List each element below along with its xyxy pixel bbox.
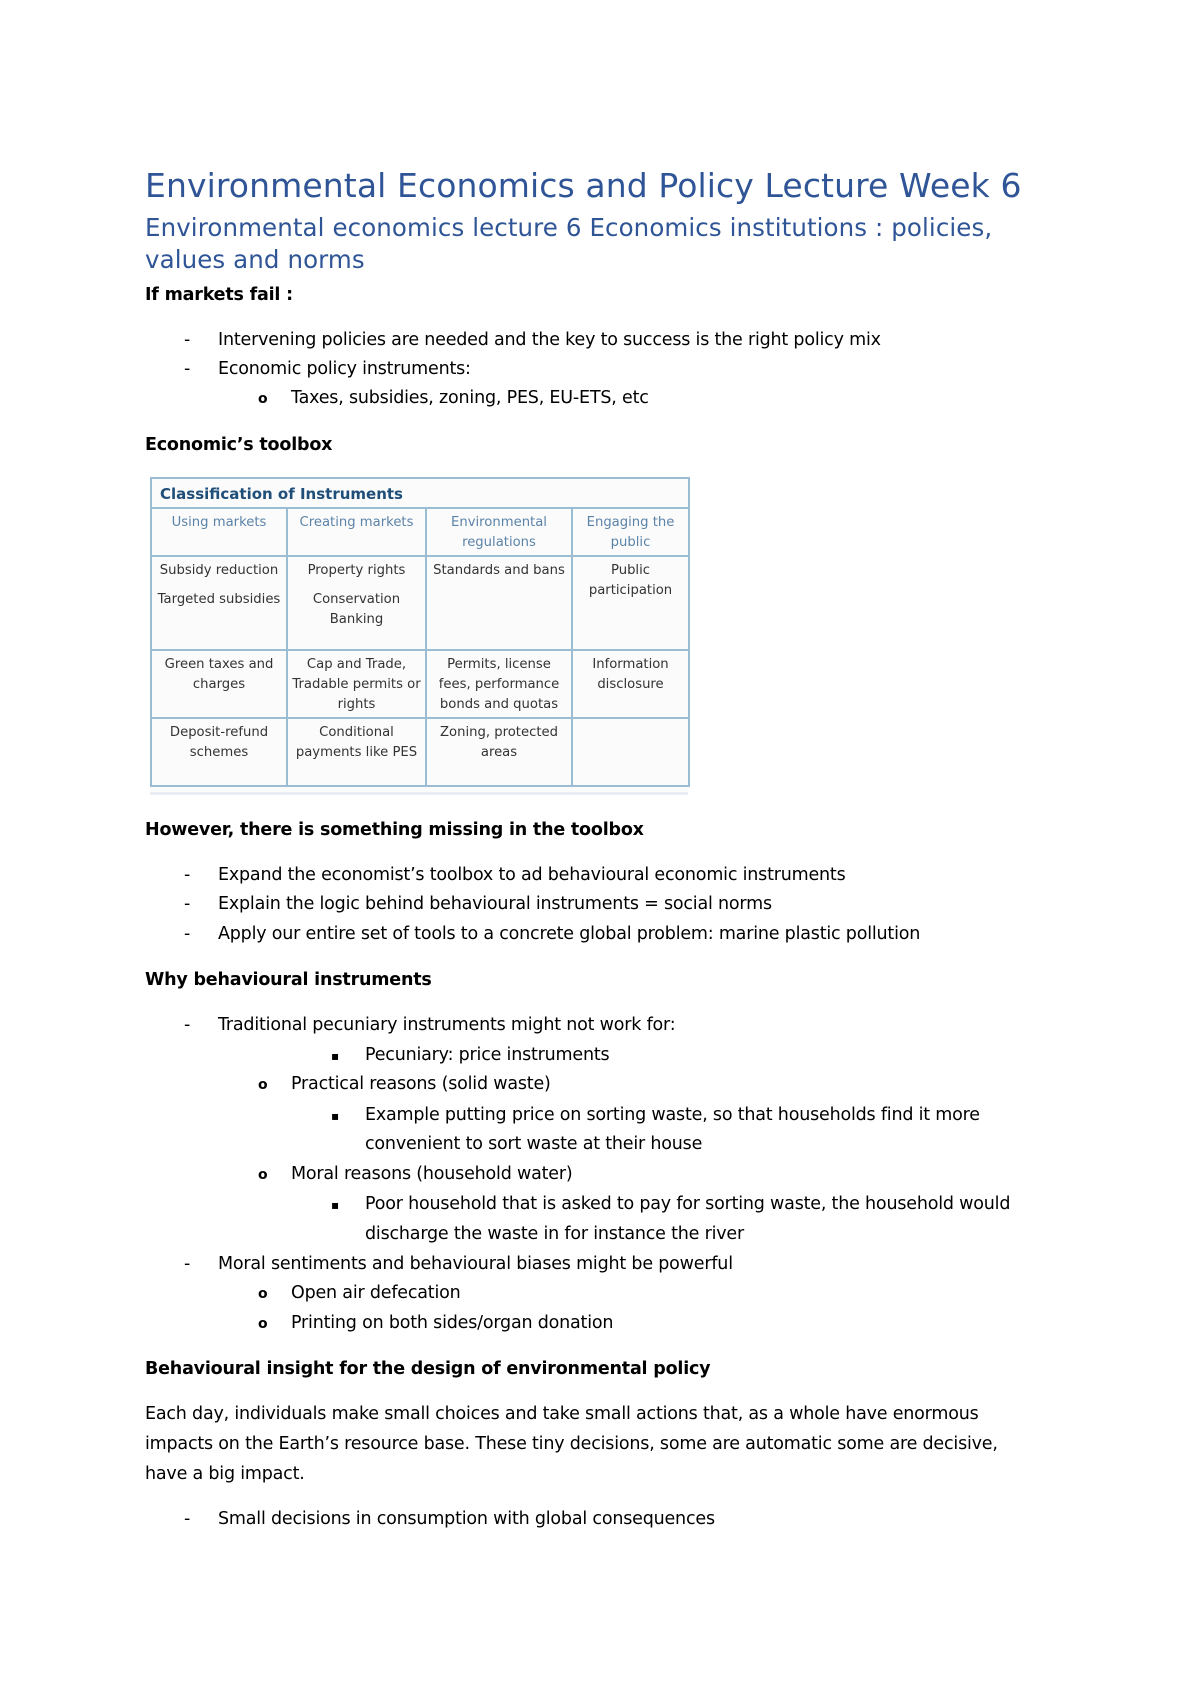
table-cell [287,718,426,786]
bullet-dash-marker: - [184,924,191,944]
table-cell [151,718,287,786]
table-cell [426,556,572,650]
table-cell [287,650,426,718]
table-cell [151,650,287,718]
bullet-circle-marker: o [258,1316,268,1332]
list-item: Moral sentiments and behavioural biases might be powerful [218,1254,733,1274]
table-cell [287,556,426,650]
list-item: Apply our entire set of tools to a concrete global problem: marine plastic pollution [218,924,921,944]
cell-text: Permits, license fees, performance bonds and quotas [438,657,560,712]
cell-text: Deposit-refund schemes [169,725,269,760]
list-item: Practical reasons (solid waste) [291,1074,551,1094]
list-item: Poor household that is asked to pay for sorting waste, the household would [365,1194,1011,1214]
bullet-circle-marker: o [258,391,268,407]
bullet-circle-marker: o [258,1286,268,1302]
table-cell [426,718,572,786]
page-subtitle-line-1: Environmental economics lecture 6 Economics institutions : policies, [145,213,993,242]
heading-behavioural-insight: Behavioural insight for the design of environmental policy [145,1359,711,1379]
table-header-cell: Using markets [151,508,287,556]
list-item: Example putting price on sorting waste, so that households find it more [365,1105,980,1125]
table-title: Classification of Instruments [151,478,689,508]
cell-text: Property rights [307,563,406,578]
bullet-dash-marker: - [184,1254,191,1274]
paragraph-line: impacts on the Earth’s resource base. These tiny decisions, some are automatic some are decisive, [145,1434,998,1454]
table-bottom-edge [150,792,688,795]
bullet-square-marker: ▪ [331,1109,340,1123]
list-item-continuation: convenient to sort waste at their house [365,1134,703,1154]
cell-text: Information disclosure [592,657,669,692]
bullet-dash-marker: - [184,330,191,350]
heading-why-behavioural-instruments: Why behavioural instruments [145,970,432,990]
list-item: Small decisions in consumption with global consequences [218,1509,715,1529]
list-item-continuation: discharge the waste in for instance the river [365,1224,744,1244]
cell-text: Conditional payments like PES [295,725,418,760]
bullet-dash-marker: - [184,865,191,885]
list-item: Pecuniary: price instruments [365,1045,610,1065]
heading-missing-in-toolbox: However, there is something missing in the toolbox [145,820,644,840]
paragraph-line: Each day, individuals make small choices and take small actions that, as a whole have enormous [145,1404,979,1424]
table-header-cell: Environmental regulations [426,508,572,556]
bullet-dash-marker: - [184,1509,191,1529]
table-cell [572,718,689,786]
cell-text: Public participation [588,563,673,598]
bullet-dash-marker: - [184,894,191,914]
bullet-square-marker: ▪ [331,1198,340,1212]
cell-text: Conservation Banking [312,592,401,627]
table-header-cell: Creating markets [287,508,426,556]
page-title: Environmental Economics and Policy Lecture Week 6 [145,166,1022,205]
cell-text: Targeted subsidies [157,592,281,607]
paragraph-line: have a big impact. [145,1464,305,1484]
heading-economics-toolbox: Economic’s toolbox [145,435,333,455]
table-header-cell: Engaging the public [572,508,689,556]
bullet-circle-marker: o [258,1077,268,1093]
table-cell [151,556,287,650]
list-item: Economic policy instruments: [218,359,471,379]
bullet-dash-marker: - [184,359,191,379]
list-item: Traditional pecuniary instruments might not work for: [218,1015,676,1035]
cell-text: Zoning, protected areas [440,725,558,760]
cell-text: Green taxes and charges [164,657,274,692]
list-item: Intervening policies are needed and the key to success is the right policy mix [218,330,881,350]
classification-of-instruments-table [150,477,688,792]
bullet-dash-marker: - [184,1015,191,1035]
bullet-square-marker: ▪ [331,1049,340,1063]
cell-text: Cap and Trade, Tradable permits or rights [292,657,421,712]
table-cell [426,650,572,718]
cell-text: Standards and bans [433,563,565,578]
list-item: Explain the logic behind behavioural instruments = social norms [218,894,772,914]
list-item: Printing on both sides/organ donation [291,1313,614,1333]
list-item: Taxes, subsidies, zoning, PES, EU-ETS, etc [291,388,649,408]
table-cell [572,556,689,650]
list-item: Open air defecation [291,1283,461,1303]
page-subtitle-line-2: values and norms [145,245,365,274]
cell-text: Subsidy reduction [159,563,279,578]
bullet-circle-marker: o [258,1167,268,1183]
list-item: Moral reasons (household water) [291,1164,573,1184]
list-item: Expand the economist’s toolbox to ad behavioural economic instruments [218,865,846,885]
heading-if-markets-fail: If markets fail : [145,285,293,305]
table-cell [572,650,689,718]
